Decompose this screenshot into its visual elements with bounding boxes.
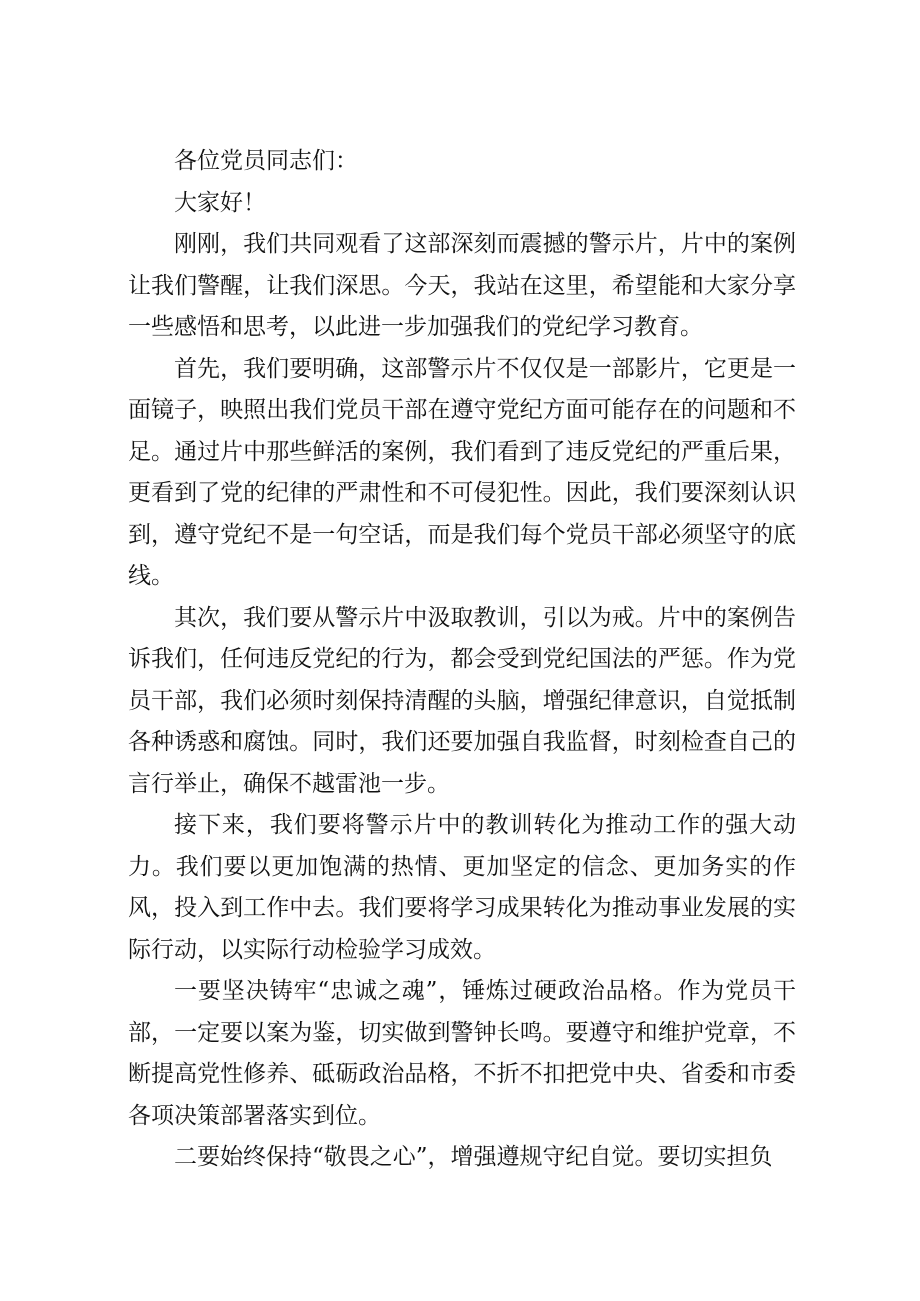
paragraph-first: 首先，我们要明确，这部警示片不仅仅是一部影片，它更是一面镜子，映照出我们党员干部在遵守党纪方面可能存在的问题和不足。通过片中那些鲜活的案例，我们看到了违反党纪的严重后果，更看到了党的纪律的严肃性和不可侵犯性。因此，我们要深刻认识到，遵守党纪不是一句空话，而是我们每个党员干部必须坚守的底线。 <box>128 355 796 589</box>
salutation: 各位党员同志们： <box>174 148 358 174</box>
paragraph-second: 其次，我们要从警示片中汲取教训，引以为戒。片中的案例告诉我们，任何违反党纪的行为，都会受到党纪国法的严惩。作为党员干部，我们必须时刻保持清醒的头脑，增强纪律意识，自觉抵制各种诱惑和腐蚀。同时，我们还要加强自我监督，时刻检查自己的言行举止，确保不越雷池一步。 <box>128 604 796 797</box>
paragraph-point-two: 二要始终保持“敬畏之心”，增强遵规守纪自觉。要切实担负 <box>174 1144 773 1170</box>
speech-text <box>128 141 796 1179</box>
paragraph-point-one: 一要坚决铸牢“忠诚之魂”，锤炼过硬政治品格。作为党员干部，一定要以案为鉴，切实做到警钟长鸣。要遵守和维护党章，不断提高党性修养、砥砺政治品格，不折不扣把党中央、省委和市委各项决策部署落实到位。 <box>128 978 796 1129</box>
paragraph-intro: 刚刚，我们共同观看了这部深刻而震撼的警示片，片中的案例让我们警醒，让我们深思。今天，我站在这里，希望能和大家分享一些感悟和思考，以此进一步加强我们的党纪学习教育。 <box>128 231 796 340</box>
paragraph-next: 接下来，我们要将警示片中的教训转化为推动工作的强大动力。我们要以更加饱满的热情、更加坚定的信念、更加务实的作风，投入到工作中去。我们要将学习成果转化为推动事业发展的实际行动，以实际行动检验学习成效。 <box>128 812 796 963</box>
greeting: 大家好！ <box>174 189 266 216</box>
